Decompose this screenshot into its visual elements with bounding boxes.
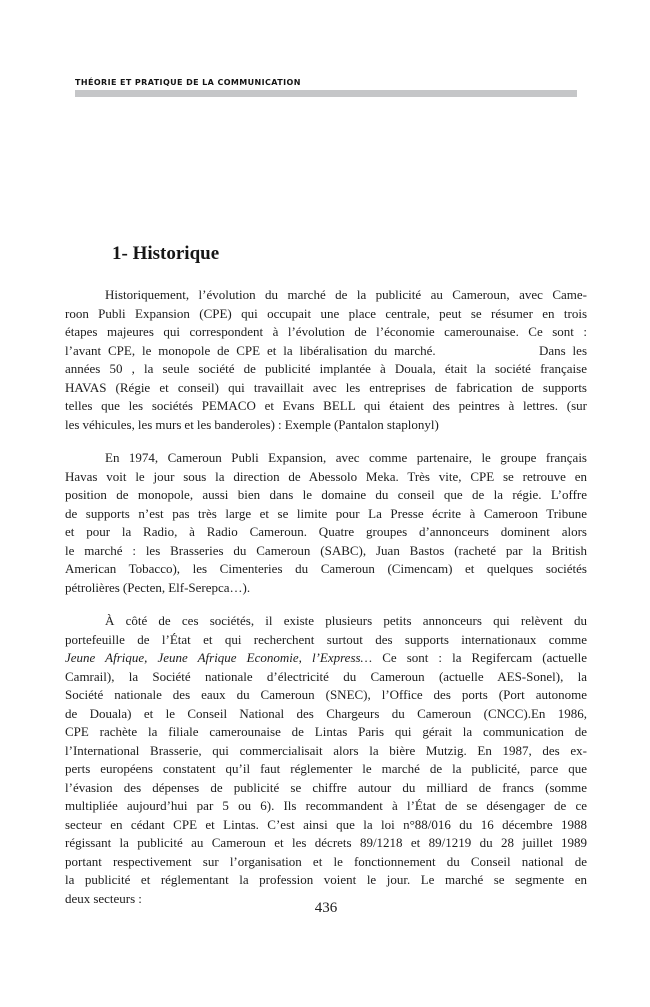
text-line xyxy=(65,286,587,305)
text-line xyxy=(65,397,587,416)
text-line xyxy=(65,760,587,779)
text-line xyxy=(65,486,587,505)
paragraph xyxy=(65,612,587,908)
text-line xyxy=(65,579,587,598)
text-line xyxy=(65,686,587,705)
text-run: position de monopole, aussi bien dans le domaine du conseil que de la régie. L’offre xyxy=(65,487,587,502)
text-run: American Tobacco), les Cimenteries du Cameroun (Cimencam) et quelques sociétés xyxy=(65,561,587,576)
text-line xyxy=(65,705,587,724)
text-line xyxy=(65,631,587,650)
text-line xyxy=(65,853,587,872)
text-run: portant respectivement sur l’organisation et le fonctionnement du Conseil national de xyxy=(65,853,587,869)
paragraph xyxy=(65,286,587,434)
text-line xyxy=(65,723,587,742)
text-run: En 1974, Cameroun Publi Expansion, avec comme partenaire, le groupe français xyxy=(105,450,587,465)
text-run: la publicité et réglementant la profession voient le jour. Le marché se segmente en xyxy=(65,872,587,887)
text-line xyxy=(65,305,587,324)
italic-text-run: Jeune Afrique, Jeune Afrique Economie, l’Express… xyxy=(65,650,373,665)
header-rule xyxy=(75,90,577,97)
text-run: et pour la Radio, à Radio Cameroun. Quatre groupes d’annonceurs dominent alors xyxy=(65,524,587,539)
text-run: de supports n’est pas très large et se limite pour La Presse écrite à Cameroon Tribune xyxy=(65,505,587,521)
text-line xyxy=(65,342,587,361)
text-run: roon Publi Expansion (CPE) qui occupait une place centrale, peut se résumer en trois xyxy=(65,305,587,321)
text-line xyxy=(65,360,587,379)
text-run: régissant la publicité au Cameroun et les décrets 89/1218 et 89/1219 du 28 juillet 1989 xyxy=(65,835,587,850)
text-line xyxy=(65,449,587,468)
text-run: deux secteurs : xyxy=(65,890,142,906)
text-run: Société nationale des eaux du Cameroun (SNEC), l’Office des ports (Port autonome xyxy=(65,687,587,702)
text-run: l’avant CPE, le monopole de CPE et la libéralisation du marché. Dans les xyxy=(65,342,587,358)
text-run: CPE rachète la filiale camerounaise de Lintas Paris qui gérait la communication de xyxy=(65,724,587,739)
text-run: pétrolières (Pecten, Elf-Serepca…). xyxy=(65,579,251,595)
text-run: années 50 , la seule société de publicité implantée à Douala, était la société française xyxy=(65,361,587,376)
text-run: portefeuille de l’État et qui recherchent surtout des supports internationaux comme xyxy=(65,631,587,647)
text-run: étapes majeures qui correspondent à l’évolution de l’économie camerounaise. Ce sont : xyxy=(65,324,587,339)
text-line xyxy=(65,379,587,398)
text-line xyxy=(65,797,587,816)
text-line xyxy=(65,779,587,798)
text-run: Historiquement, l’évolution du marché de la publicité au Cameroun, avec Came- xyxy=(105,287,587,302)
text-line xyxy=(65,816,587,835)
text-line xyxy=(65,323,587,342)
text-run: HAVAS (Régie et conseil) qui travaillait avec les entreprises de fabrication de supports xyxy=(65,379,587,395)
text-line xyxy=(65,416,587,435)
text-run: À côté de ces sociétés, il existe plusieurs petits annonceurs qui relèvent du xyxy=(105,613,587,628)
text-run: les véhicules, les murs et les banderoles) : Exemple (Pantalon staplonyl) xyxy=(65,416,439,432)
body-text xyxy=(65,286,587,923)
text-run: telles que les sociétés PEMACO et Evans BELL qui étaient des peintres à lettres. (sur xyxy=(65,398,587,413)
text-line xyxy=(65,523,587,542)
page-number: 436 xyxy=(314,900,338,916)
text-line xyxy=(65,468,587,487)
text-line xyxy=(65,871,587,890)
text-line xyxy=(65,649,587,668)
text-run: de Douala) et le Conseil National des Chargeurs du Cameroun (CNCC).En 1986, xyxy=(65,705,587,721)
text-run: Havas voit le jour sous la direction de Abessolo Meka. Très vite, CPE se retrouve en xyxy=(65,468,587,484)
text-run: le marché : les Brasseries du Cameroun (SABC), Juan Bastos (racheté par la British xyxy=(65,542,587,558)
text-line xyxy=(65,612,587,631)
text-run: secteur en cédant CPE et Lintas. C’est ainsi que la loi n°88/016 du 16 décembre 1988 xyxy=(65,816,587,832)
text-line xyxy=(65,560,587,579)
text-run: multipliée aujourd’hui par 5 ou 6). Ils recommandent à l’État de se désengager de ce xyxy=(65,798,587,813)
running-header-title: THÉORIE ET PRATIQUE DE LA COMMUNICATION xyxy=(75,78,301,87)
text-run: l’International Brasserie, qui commercialisait alors la bière Mutzig. En 1987, des ex- xyxy=(65,742,587,758)
text-run: perts européens constatent qu’il faut réglementer le marché de la publicité, parce que xyxy=(65,761,587,776)
text-line xyxy=(65,542,587,561)
text-run: l’évasion des dépenses de publicité se chiffre autour du milliard de francs (somme xyxy=(65,779,587,795)
section-title: 1- Historique xyxy=(112,243,220,264)
paragraph xyxy=(65,449,587,597)
text-line xyxy=(65,668,587,687)
text-line xyxy=(65,505,587,524)
text-run: Camrail), la Société nationale d’électricité du Cameroun (actuelle AES-Sonel), la xyxy=(65,668,587,684)
text-line xyxy=(65,742,587,761)
text-run: Ce sont : la Regifercam (actuelle xyxy=(372,650,587,665)
text-line xyxy=(65,834,587,853)
